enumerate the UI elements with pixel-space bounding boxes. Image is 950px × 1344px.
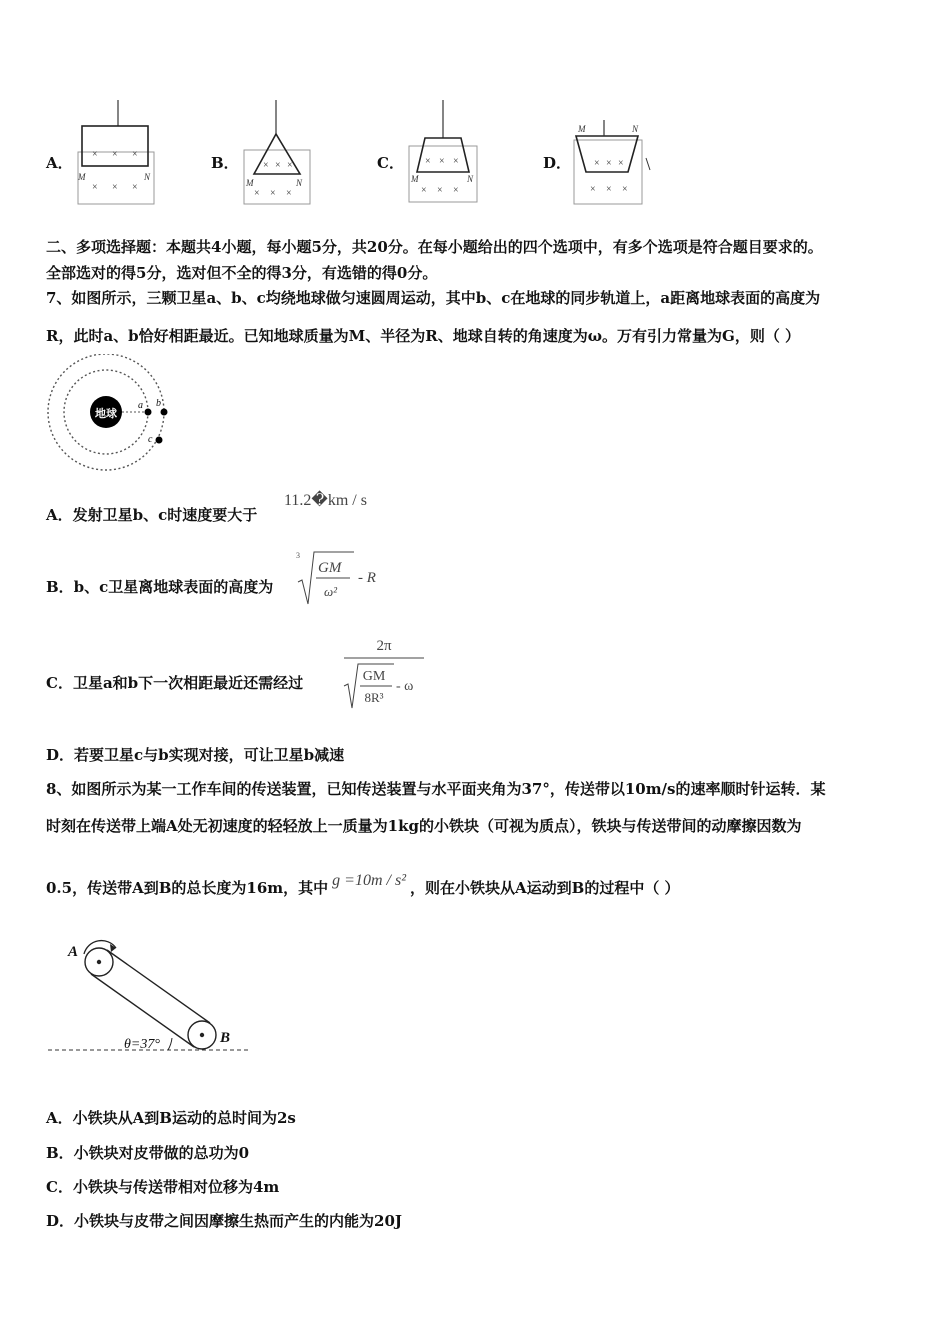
svg-text:×: ×: [254, 188, 260, 199]
svg-text:×: ×: [594, 158, 600, 169]
q6-figure-d: [568, 120, 658, 210]
q7-option-a[interactable]: [46, 504, 257, 525]
q6-option-b-label: B．: [211, 154, 239, 172]
q7-option-a-text: A．发射卫星b、c时速度要大于: [46, 506, 258, 524]
svg-text:×: ×: [270, 188, 276, 199]
svg-text:×: ×: [439, 156, 445, 167]
svg-text:M: M: [411, 174, 419, 184]
q8-stem-line3-post: ，则在小铁块从A运动到B的过程中（ ）: [410, 879, 680, 897]
svg-text:N: N: [296, 178, 303, 188]
svg-text:×: ×: [606, 158, 612, 169]
q7-option-d-text: D．若要卫星c与b实现对接，可让卫星b减速: [46, 746, 345, 764]
q6-figure-b: [240, 98, 320, 208]
q8-stem-line3: [46, 872, 680, 898]
q8-option-b[interactable]: [46, 1142, 249, 1163]
q8-stem-line1: 8、如图所示为某一工作车间的传送装置，已知传送装置与水平面夹角为37°，传送带以10m/s的速率顺时针运转．某: [46, 780, 826, 798]
svg-text:×: ×: [112, 182, 118, 193]
svg-text:×: ×: [606, 184, 612, 195]
q6-figure-a: [74, 98, 164, 208]
formula-suffix: - ω: [396, 679, 414, 694]
svg-text:×: ×: [132, 182, 138, 193]
q8-option-a-text: A．小铁块从A到B运动的总时间为2s: [46, 1109, 296, 1127]
satellite-b-icon: [161, 409, 168, 416]
q7-option-c[interactable]: [46, 672, 303, 693]
q6-option-c-label: C．: [377, 154, 404, 172]
q7-option-b-formula: [294, 548, 394, 608]
section2-instructions-line1: 二、多项选择题：本题共4小题，每小题5分，共20分。在每小题给出的四个选项中，有多个选项是符合题目要求的。: [46, 238, 823, 256]
svg-text:×: ×: [92, 149, 98, 160]
svg-text:×: ×: [437, 185, 443, 196]
q8-conveyor-figure: [44, 928, 254, 1058]
formula-suffix: - R: [358, 570, 376, 586]
q8-option-a[interactable]: [46, 1107, 296, 1128]
svg-text:×: ×: [453, 156, 459, 167]
q8-option-d-text: D．小铁块与皮带之间因摩擦生热而产生的内能为20J: [46, 1212, 402, 1230]
point-a-label: A: [68, 944, 79, 960]
svg-text:×: ×: [622, 184, 628, 195]
svg-text:N: N: [632, 124, 639, 134]
svg-text:×: ×: [453, 185, 459, 196]
svg-text:×: ×: [287, 160, 293, 171]
satellite-b-label: b: [156, 398, 161, 409]
svg-text:×: ×: [275, 160, 281, 171]
point-b-label: B: [220, 1030, 231, 1046]
section2-instructions-line2: 全部选对的得5分，选对但不全的得3分，有选错的得0分。: [46, 264, 438, 282]
q8-option-b-text: B．小铁块对皮带做的总功为0: [46, 1144, 250, 1162]
q7-stem-line1: 7、如图所示，三颗卫星a、b、c均绕地球做匀速圆周运动，其中b、c在地球的同步轨道上，a距离地球表面的高度为: [46, 289, 821, 307]
svg-text:M: M: [78, 172, 86, 182]
formula-inner-numerator: GM: [362, 669, 386, 684]
formula-numerator: GM: [318, 560, 342, 576]
formula-denominator: ω²: [324, 584, 338, 599]
satellite-c-label: c: [148, 434, 153, 445]
svg-text:M: M: [578, 124, 586, 134]
satellite-a-icon: [145, 409, 152, 416]
q8-option-d[interactable]: [46, 1210, 402, 1231]
svg-text:N: N: [467, 174, 474, 184]
svg-text:×: ×: [286, 188, 292, 199]
q8-option-c-text: C．小铁块与传送带相对位移为4m: [46, 1178, 280, 1196]
q7-orbit-figure: [44, 354, 176, 474]
q8-gravity-formula: g =10m / s²: [332, 872, 406, 889]
q7-option-b-text: B．b、c卫星离地球表面的高度为: [46, 578, 274, 596]
q8-stem-line2: 时刻在传送带上端A处无初速度的轻轻放上一质量为1kg的小铁块（可视为质点），铁块与传送带间的动摩擦因数为: [46, 817, 802, 835]
angle-label: θ=37°: [124, 1037, 160, 1052]
q7-option-c-text: C．卫星a和b下一次相距最近还需经过: [46, 674, 304, 692]
satellite-c-icon: [156, 437, 163, 444]
formula-numerator: 2π: [376, 638, 392, 654]
q7-option-b[interactable]: [46, 576, 273, 597]
q7-option-d[interactable]: [46, 744, 344, 765]
q8-stem-line3-pre: 0.5，传送带A到B的总长度为16m，其中: [46, 879, 329, 897]
svg-text:×: ×: [618, 158, 624, 169]
q8-option-c[interactable]: [46, 1176, 279, 1197]
q6-option-a-label: A．: [46, 154, 73, 172]
root-index: 3: [296, 551, 300, 560]
satellite-a-label: a: [138, 400, 143, 411]
svg-text:×: ×: [92, 182, 98, 193]
q7-option-c-formula: [340, 630, 430, 714]
q6-figure-c: [405, 98, 485, 208]
q7-option-a-formula: 11.2�km / s: [284, 492, 367, 509]
q6-option-d-label: D．: [543, 154, 572, 172]
svg-text:×: ×: [425, 156, 431, 167]
svg-text:×: ×: [112, 149, 118, 160]
q7-stem-line2: R，此时a、b恰好相距最近。已知地球质量为M、半径为R、地球自转的角速度为ω。万有引力常量为G，则（ ）: [46, 327, 801, 345]
svg-text:N: N: [144, 172, 151, 182]
earth-label: 地球: [95, 408, 117, 420]
svg-text:×: ×: [263, 160, 269, 171]
svg-text:×: ×: [421, 185, 427, 196]
formula-inner-denominator: 8R³: [364, 690, 384, 705]
svg-text:×: ×: [132, 149, 138, 160]
svg-text:M: M: [246, 178, 254, 188]
svg-text:×: ×: [590, 184, 596, 195]
